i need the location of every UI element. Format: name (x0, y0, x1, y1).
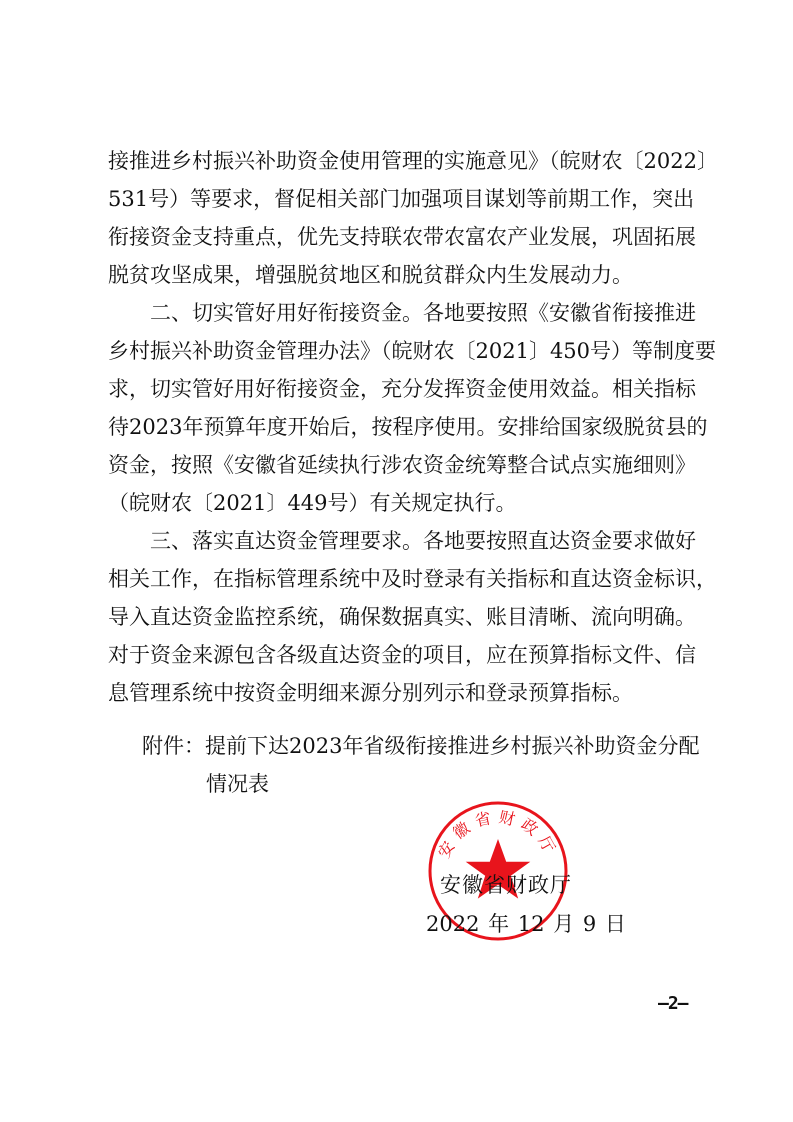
paragraph-2-line-3: 求，切实管好用好衔接资金，充分发挥资金使用效益。相关指标 (108, 377, 696, 401)
paragraph-2-line-4: 待2023年预算年度开始后，按程序使用。安排给国家级脱贫县的 (108, 415, 708, 439)
attachment-line-2: 情况表 (206, 772, 269, 796)
attachment-line-1: 附件：提前下达2023年省级衔接推进乡村振兴补助资金分配 (142, 734, 700, 758)
paragraph-2-line-1: 二、切实管好用好衔接资金。各地要按照《安徽省衔接推进 (150, 301, 696, 325)
page-number: –2– (658, 993, 688, 1014)
seal-arc-text: 安徽省财政厅 (434, 807, 562, 862)
paragraph-2-line-2: 乡村振兴补助资金管理办法》（皖财农〔2021〕450号）等制度要 (108, 339, 717, 363)
issue-date: 2022 年 12 月 9 日 (426, 912, 626, 936)
paragraph-3-line-5: 息管理系统中按资金明细来源分别列示和登录预算指标。 (108, 681, 633, 705)
paragraph-2-line-5: 资金，按照《安徽省延续执行涉农资金统筹整合试点实施细则》 (108, 453, 696, 477)
issuing-organization: 安徽省财政厅 (440, 873, 572, 897)
paragraph-1-line-2: 531号）等要求，督促相关部门加强项目谋划等前期工作，突出 (108, 187, 695, 211)
paragraph-3-line-4: 对于资金来源包含各级直达资金的项目，应在预算指标文件、信 (108, 643, 696, 667)
paragraph-3-line-1: 三、落实直达资金管理要求。各地要按照直达资金要求做好 (150, 529, 696, 553)
paragraph-3-line-3: 导入直达资金监控系统，确保数据真实、账目清晰、流向明确。 (108, 605, 696, 629)
paragraph-1-line-3: 衔接资金支持重点，优先支持联农带农富农产业发展，巩固拓展 (108, 225, 696, 249)
paragraph-3-line-2: 相关工作，在指标管理系统中及时登录有关指标和直达资金标识， (108, 567, 717, 591)
paragraph-1-line-4: 脱贫攻坚成果，增强脱贫地区和脱贫群众内生发展动力。 (108, 263, 633, 287)
paragraph-1-line-1: 接推进乡村振兴补助资金使用管理的实施意见》（皖财农〔2022〕 (108, 149, 718, 173)
paragraph-2-line-6: （皖财农〔2021〕449号）有关规定执行。 (108, 491, 517, 515)
